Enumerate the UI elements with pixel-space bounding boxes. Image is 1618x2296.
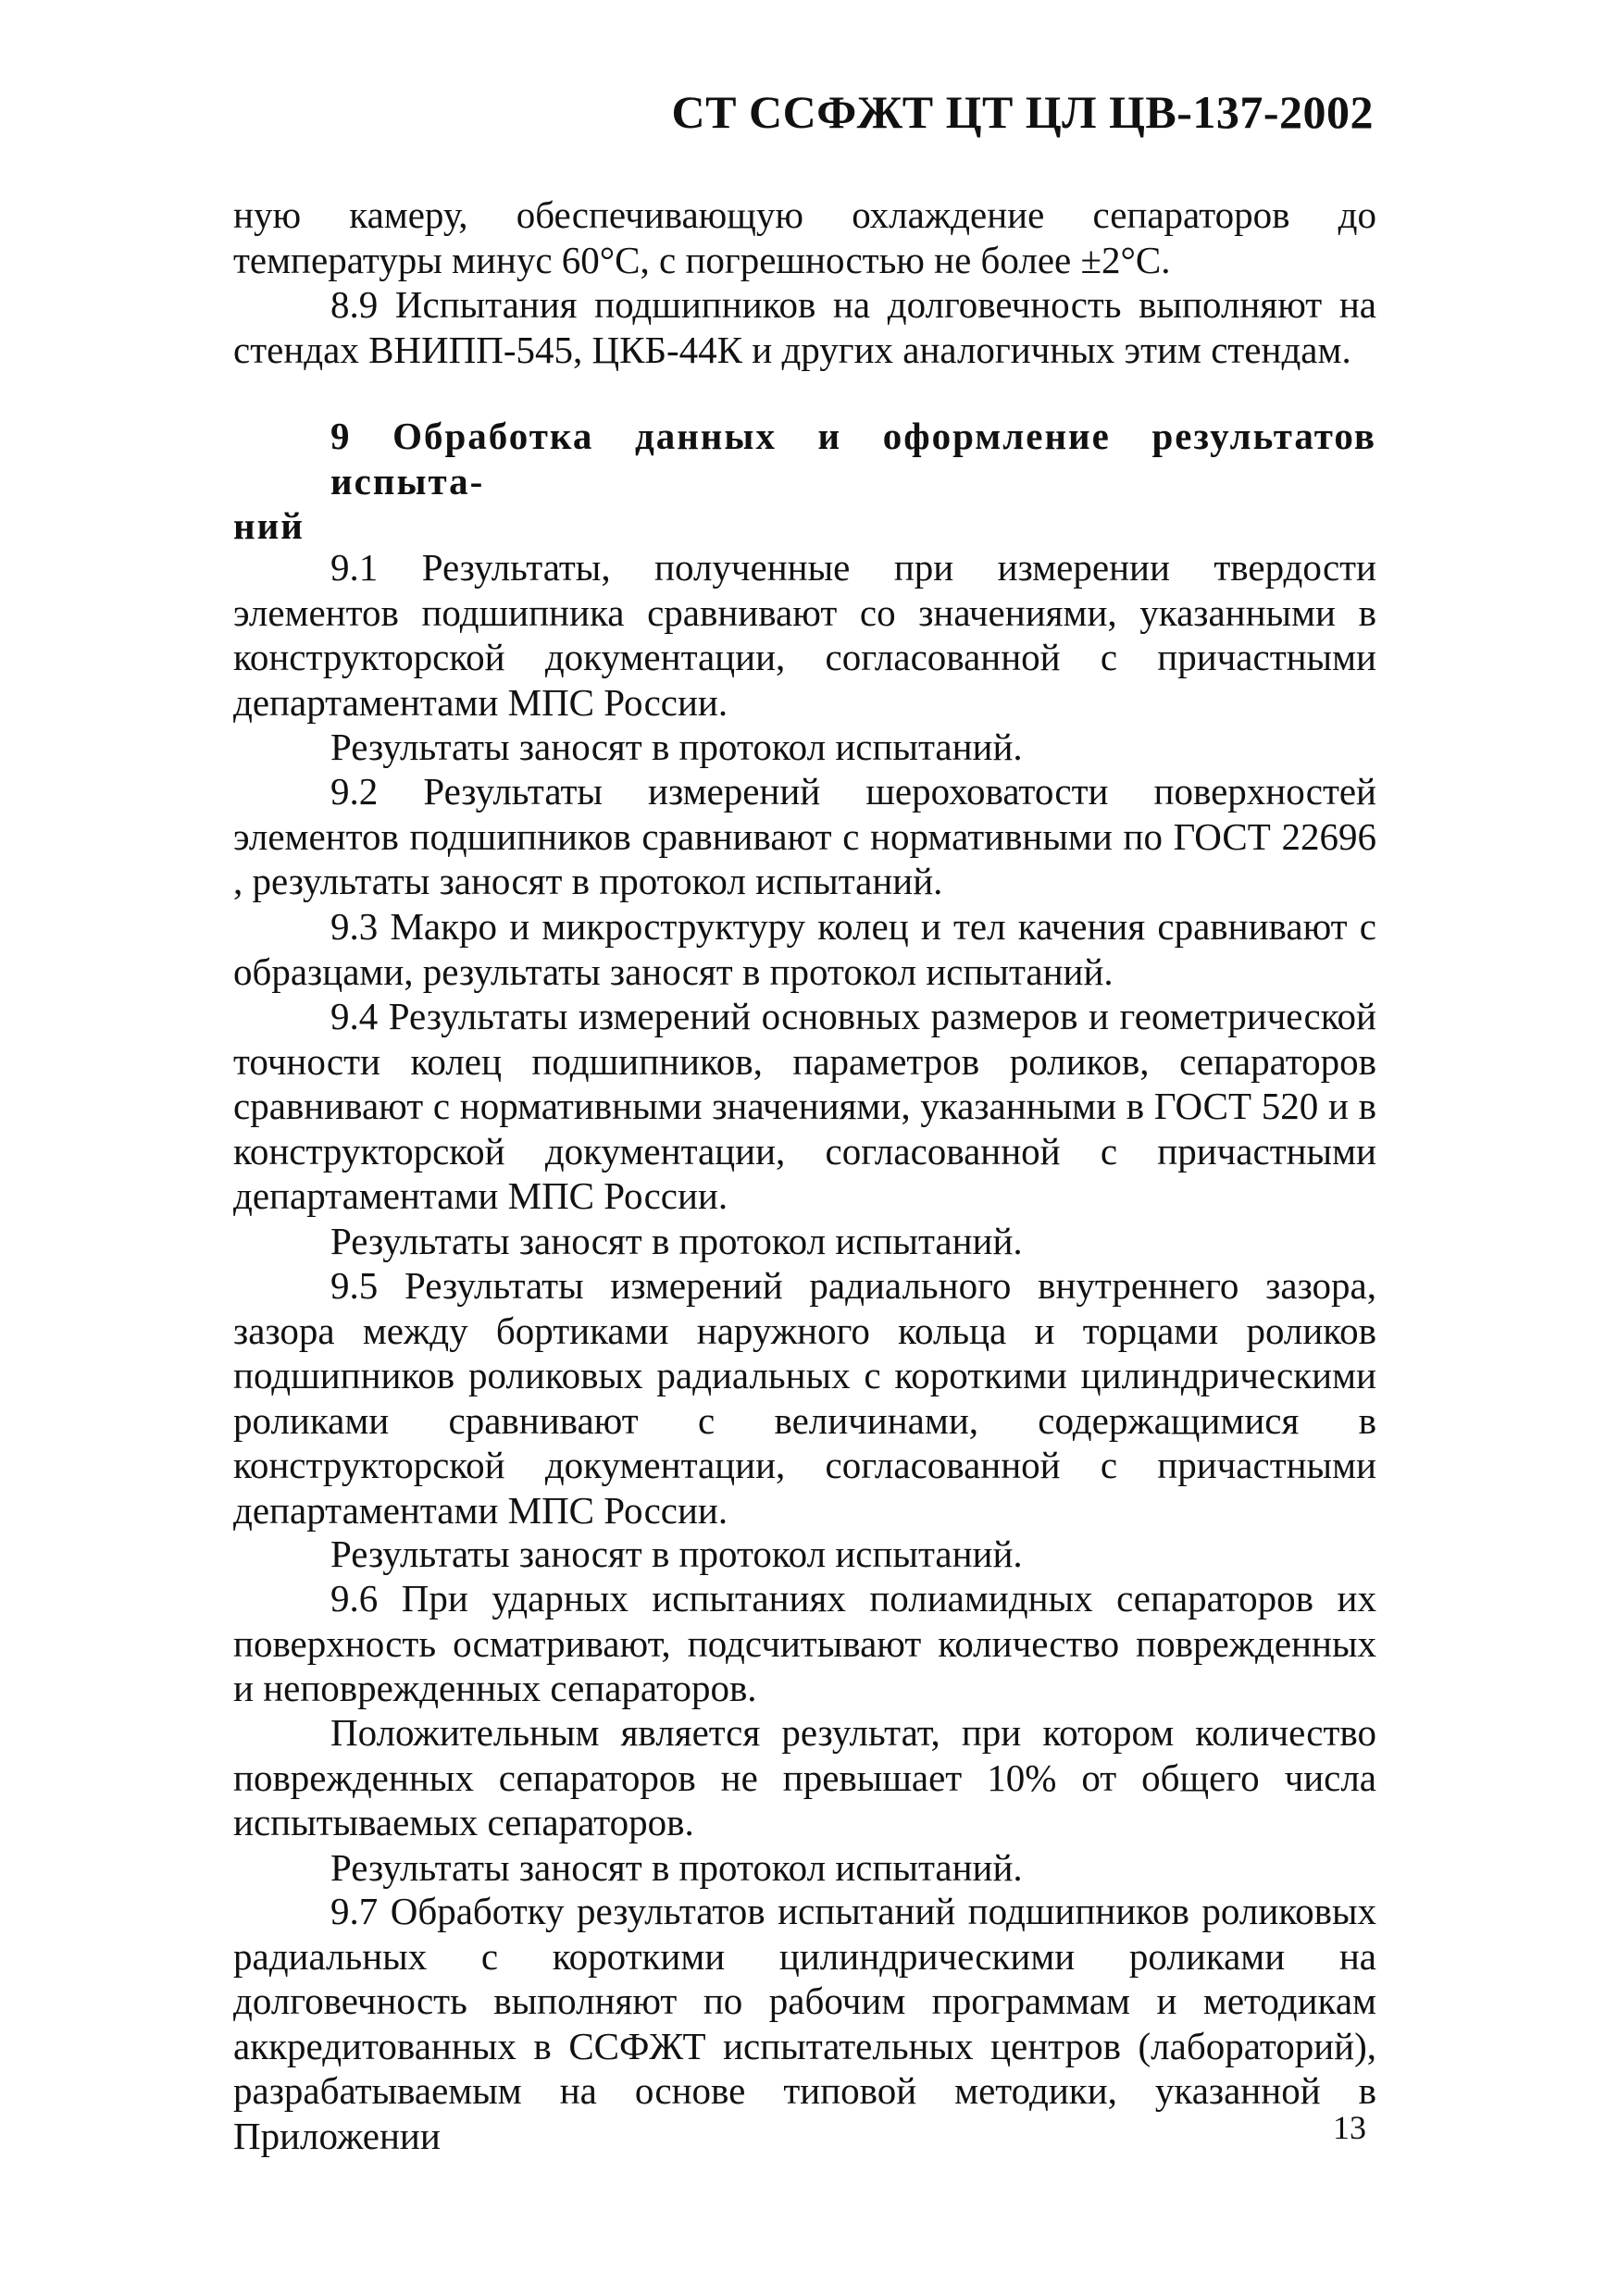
paragraph-9-1: 9.1 Результаты, полученные при измерении твердости элементов подшипника сравнивают со значениями, указанными в конструкторской документации, согласованной с причастными департаментами МПС России. [233,546,1376,724]
section-9-heading-line-1: 9 Обработка данных и оформление результатов испыта- [330,415,1376,503]
page-number: 13 [1333,2109,1366,2146]
paragraph-9-6-result: Результаты заносят в протокол испытаний. [330,1846,1023,1889]
document-standard-code: СТ ССФЖТ ЦТ ЦЛ ЦВ-137-2002 [671,86,1374,138]
paragraph-9-6-positive: Положительным является результат, при котором количество поврежденных сепараторов не превышает 10% от общего числа испытываемых сепараторов. [233,1711,1376,1843]
paragraph-9-1-result: Результаты заносят в протокол испытаний. [330,726,1023,768]
paragraph-9-6: 9.6 При ударных испытаниях полиамидных сепараторов их поверхность осматривают, подсчитывают количество поврежденных и неповрежденных сепараторов. [233,1577,1376,1709]
paragraph-9-4-result: Результаты заносят в протокол испытаний. [330,1220,1023,1262]
section-9-heading [233,414,1376,549]
paragraph-9-7: 9.7 Обработку результатов испытаний подшипников роликовых радиальных с короткими цилиндрическими роликами на долговечность выполняют по рабочим программам и методикам аккредитованных в ССФЖТ испытательных центров (лабораторий), разрабатываемым на основе типовой методики, указанной в Приложении [233,1890,1376,2157]
paragraph-8-9: 8.9 Испытания подшипников на долговечность выполняют на стендах ВНИПП-545, ЦКБ-44К и других аналогичных этим стендам. [233,283,1376,371]
paragraph-9-4: 9.4 Результаты измерений основных размеров и геометрической точности колец подшипников, параметров роликов, сепараторов сравнивают с нормативными значениями, указанными в ГОСТ 520 и в конструкторской документации, согласованной с причастными департаментами МПС России. [233,995,1376,1217]
paragraph-9-5: 9.5 Результаты измерений радиального внутреннего зазора, зазора между бортиками наружного кольца и торцами роликов подшипников роликовых радиальных с короткими цилиндрическими роликами сравнивают с величинами, содержащимися в конструкторской документации, согласованной с причастными департаментами МПС России. [233,1264,1376,1532]
section-9-heading-line-2: ний [233,504,305,547]
paragraph-9-3: 9.3 Макро и микроструктуру колец и тел качения сравнивают с образцами, результаты заносят в протокол испытаний. [233,905,1376,993]
paragraph-chamber-continuation: ную камеру, обеспечивающую охлаждение сепараторов до температуры минус 60°С, с погрешностью не более ±2°С. [233,193,1376,281]
paragraph-9-2: 9.2 Результаты измерений шероховатости поверхностей элементов подшипников сравнивают с нормативными по ГОСТ 22696 , результаты заносят в протокол испытаний. [233,770,1376,902]
paragraph-9-5-result: Результаты заносят в протокол испытаний. [330,1533,1023,1575]
